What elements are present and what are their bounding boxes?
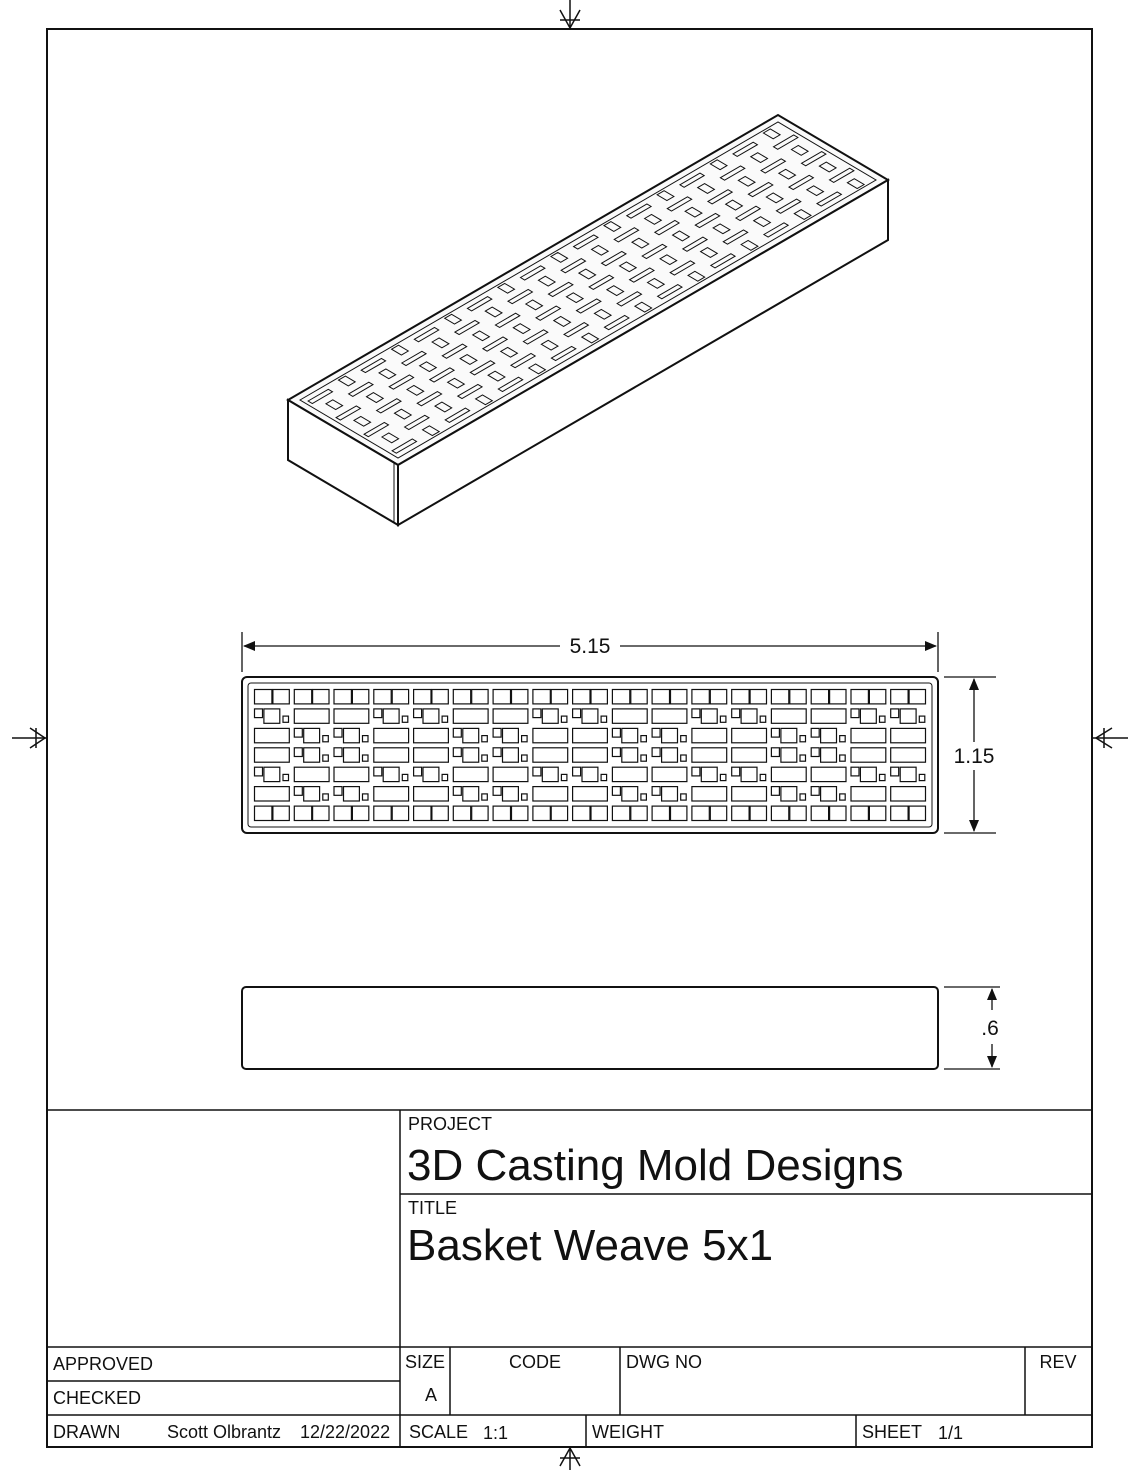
weave-bar-horizontal xyxy=(573,748,608,762)
weave-cell xyxy=(732,690,749,704)
weave-cell xyxy=(313,806,329,820)
weave-cell xyxy=(811,690,828,704)
weave-bar-horizontal xyxy=(732,748,767,762)
front-view-outline xyxy=(242,987,938,1069)
weave-cell xyxy=(692,806,709,820)
weave-cell xyxy=(323,755,329,761)
weave-bar-vertical xyxy=(542,709,558,723)
centering-mark-top xyxy=(560,0,580,30)
weave-cell xyxy=(681,794,687,800)
weave-bar-vertical xyxy=(383,767,399,781)
weave-cell xyxy=(352,690,368,704)
weave-bar-vertical xyxy=(542,767,558,781)
isometric-view xyxy=(288,115,888,525)
weave-bar-horizontal xyxy=(533,787,568,801)
weave-cell xyxy=(512,690,528,704)
weave-bar-vertical xyxy=(860,767,876,781)
weave-bar-vertical xyxy=(503,787,519,801)
weave-cell xyxy=(323,794,329,800)
size-value: A xyxy=(425,1385,438,1405)
weave-bar-vertical xyxy=(344,748,360,762)
weave-bar-vertical xyxy=(463,787,479,801)
weave-bar-vertical xyxy=(463,728,479,742)
weave-bar-horizontal xyxy=(851,748,886,762)
weave-cell xyxy=(334,787,342,796)
weave-bar-vertical xyxy=(900,709,916,723)
weave-bar-vertical xyxy=(304,748,320,762)
scale-value: 1:1 xyxy=(483,1423,509,1443)
weave-bar-vertical xyxy=(344,787,360,801)
weave-bar-vertical xyxy=(622,748,638,762)
weave-bar-horizontal xyxy=(612,767,647,781)
weave-cell xyxy=(493,748,501,757)
weave-cell xyxy=(771,787,779,796)
weave-bar-vertical xyxy=(423,709,439,723)
sheet-label: SHEET xyxy=(862,1422,923,1442)
weave-cell xyxy=(561,774,567,780)
weave-bar-vertical xyxy=(264,767,280,781)
weave-cell xyxy=(880,716,886,722)
weave-cell xyxy=(255,709,263,718)
sheet-value: 1/1 xyxy=(938,1423,964,1443)
weave-cell xyxy=(334,748,342,757)
weave-bar-horizontal xyxy=(334,767,369,781)
weave-cell xyxy=(392,690,408,704)
weave-bar-vertical xyxy=(383,709,399,723)
weave-cell xyxy=(294,806,311,820)
weave-cell xyxy=(392,806,408,820)
weave-cell xyxy=(771,748,779,757)
weave-cell xyxy=(919,774,925,780)
weave-cell xyxy=(732,709,740,718)
weave-bar-horizontal xyxy=(811,767,846,781)
weave-cell xyxy=(482,794,488,800)
weave-cell xyxy=(551,806,567,820)
weave-cell xyxy=(283,774,289,780)
weave-cell xyxy=(442,716,448,722)
weave-cell xyxy=(800,755,806,761)
weave-cell xyxy=(573,767,581,776)
weave-bar-horizontal xyxy=(573,787,608,801)
weave-cell xyxy=(909,806,925,820)
weave-bar-horizontal xyxy=(851,787,886,801)
weave-cell xyxy=(522,794,528,800)
weave-bar-vertical xyxy=(622,787,638,801)
weave-cell xyxy=(573,709,581,718)
weave-bar-horizontal xyxy=(374,787,409,801)
weave-cell xyxy=(631,690,647,704)
weave-cell xyxy=(482,755,488,761)
weave-cell xyxy=(352,806,368,820)
weave-bar-horizontal xyxy=(533,748,568,762)
weave-cell xyxy=(891,806,908,820)
weave-cell xyxy=(374,709,382,718)
approved-label: APPROVED xyxy=(53,1354,154,1374)
weave-bar-horizontal xyxy=(414,728,449,742)
weave-cell xyxy=(493,728,501,737)
weave-cell xyxy=(313,690,329,704)
weave-bar-horizontal xyxy=(414,787,449,801)
weave-bar-horizontal xyxy=(255,787,290,801)
weave-cell xyxy=(442,774,448,780)
weave-cell xyxy=(255,690,272,704)
weave-cell xyxy=(453,787,461,796)
weave-cell xyxy=(374,806,391,820)
weave-cell xyxy=(720,716,726,722)
weave-cell xyxy=(800,736,806,742)
weave-cell xyxy=(641,794,647,800)
weave-cell xyxy=(631,806,647,820)
weave-bar-horizontal xyxy=(374,728,409,742)
weave-cell xyxy=(641,736,647,742)
weave-cell xyxy=(472,690,488,704)
weave-bar-horizontal xyxy=(811,709,846,723)
weave-bar-vertical xyxy=(662,787,678,801)
weave-cell xyxy=(573,806,590,820)
weave-cell xyxy=(453,728,461,737)
weave-bar-horizontal xyxy=(891,787,926,801)
weave-cell xyxy=(760,774,766,780)
weave-bar-vertical xyxy=(463,748,479,762)
weave-cell xyxy=(790,690,806,704)
weave-cell xyxy=(493,787,501,796)
project-value: 3D Casting Mold Designs xyxy=(407,1141,904,1190)
weave-cell xyxy=(612,690,629,704)
scale-label: SCALE xyxy=(409,1422,469,1442)
weave-cell xyxy=(612,728,620,737)
weave-bar-vertical xyxy=(741,767,757,781)
checked-label: CHECKED xyxy=(53,1388,142,1408)
weave-cell xyxy=(414,709,422,718)
weave-cell xyxy=(283,716,289,722)
top-view-weave-pattern xyxy=(255,690,926,821)
weave-cell xyxy=(561,716,567,722)
weave-bar-horizontal xyxy=(732,728,767,742)
weave-cell xyxy=(334,728,342,737)
weave-bar-horizontal xyxy=(652,709,687,723)
top-view-inner-rim xyxy=(248,683,932,827)
centering-mark-left xyxy=(12,728,47,748)
weave-cell xyxy=(273,806,289,820)
weave-cell xyxy=(493,806,510,820)
weave-cell xyxy=(750,690,766,704)
weave-cell xyxy=(255,806,272,820)
weave-cell xyxy=(414,806,431,820)
weave-cell xyxy=(453,690,470,704)
weave-cell xyxy=(612,748,620,757)
weave-bar-vertical xyxy=(701,709,717,723)
size-label: SIZE xyxy=(405,1352,446,1372)
weave-cell xyxy=(830,806,846,820)
weave-cell xyxy=(363,755,369,761)
weave-cell xyxy=(334,806,351,820)
weave-bar-horizontal xyxy=(493,767,528,781)
weave-cell xyxy=(830,690,846,704)
weave-bar-horizontal xyxy=(334,709,369,723)
weave-bar-horizontal xyxy=(453,767,488,781)
title-label: TITLE xyxy=(408,1198,458,1218)
weave-cell xyxy=(533,767,541,776)
weave-bar-horizontal xyxy=(612,709,647,723)
weave-cell xyxy=(681,736,687,742)
weave-cell xyxy=(732,767,740,776)
weave-cell xyxy=(851,806,868,820)
weave-cell xyxy=(652,748,660,757)
weave-cell xyxy=(453,806,470,820)
weave-cell xyxy=(891,709,899,718)
weave-bar-horizontal xyxy=(493,709,528,723)
weave-cell xyxy=(533,690,550,704)
weave-cell xyxy=(790,806,806,820)
weave-cell xyxy=(840,755,846,761)
weave-cell xyxy=(482,736,488,742)
weave-cell xyxy=(652,690,669,704)
dimension-height-label: .6 xyxy=(981,1017,999,1040)
weave-bar-horizontal xyxy=(414,748,449,762)
weave-cell xyxy=(374,767,382,776)
weave-cell xyxy=(512,806,528,820)
dimension-length-label: 5.15 xyxy=(569,635,611,658)
weave-bar-horizontal xyxy=(573,728,608,742)
weave-cell xyxy=(909,690,925,704)
weave-cell xyxy=(432,690,448,704)
weave-cell xyxy=(851,690,868,704)
drawn-label: DRAWN xyxy=(53,1422,121,1442)
weave-bar-vertical xyxy=(344,728,360,742)
project-label: PROJECT xyxy=(408,1114,493,1134)
weave-bar-vertical xyxy=(821,748,837,762)
weave-cell xyxy=(891,690,908,704)
top-view xyxy=(242,677,938,833)
weave-cell xyxy=(363,736,369,742)
weave-cell xyxy=(374,690,391,704)
weave-bar-vertical xyxy=(662,748,678,762)
weave-cell xyxy=(771,728,779,737)
weave-cell xyxy=(692,709,700,718)
weave-cell xyxy=(641,755,647,761)
weave-bar-vertical xyxy=(622,728,638,742)
weave-cell xyxy=(414,690,431,704)
weave-bar-vertical xyxy=(423,767,439,781)
weave-cell xyxy=(334,690,351,704)
weave-cell xyxy=(771,806,788,820)
weave-cell xyxy=(493,690,510,704)
weave-cell xyxy=(601,716,607,722)
weave-cell xyxy=(851,709,859,718)
weave-cell xyxy=(612,787,620,796)
weave-cell xyxy=(811,787,819,796)
weave-cell xyxy=(750,806,766,820)
weave-cell xyxy=(811,728,819,737)
weave-bar-vertical xyxy=(821,728,837,742)
title-value: Basket Weave 5x1 xyxy=(407,1221,774,1270)
weave-bar-horizontal xyxy=(891,748,926,762)
weave-bar-vertical xyxy=(860,709,876,723)
weave-bar-vertical xyxy=(821,787,837,801)
weave-cell xyxy=(273,690,289,704)
weave-cell xyxy=(840,736,846,742)
rev-label: REV xyxy=(1039,1352,1077,1372)
weave-bar-horizontal xyxy=(255,728,290,742)
weave-cell xyxy=(591,690,607,704)
weave-cell xyxy=(533,709,541,718)
weave-bar-horizontal xyxy=(891,728,926,742)
weave-cell xyxy=(432,806,448,820)
weave-cell xyxy=(800,794,806,800)
weave-cell xyxy=(601,774,607,780)
dimension-width-label: 1.15 xyxy=(953,745,995,768)
weave-cell xyxy=(692,690,709,704)
weave-cell xyxy=(891,767,899,776)
weave-bar-vertical xyxy=(264,709,280,723)
weave-bar-vertical xyxy=(701,767,717,781)
weave-cell xyxy=(551,690,567,704)
weave-cell xyxy=(453,748,461,757)
weave-bar-vertical xyxy=(503,748,519,762)
weave-cell xyxy=(402,774,408,780)
weave-cell xyxy=(255,767,263,776)
weave-cell xyxy=(732,806,749,820)
weave-bar-vertical xyxy=(503,728,519,742)
weave-cell xyxy=(652,806,669,820)
weave-bar-vertical xyxy=(304,728,320,742)
weave-cell xyxy=(522,755,528,761)
weave-cell xyxy=(919,716,925,722)
centering-mark-right xyxy=(1092,728,1128,748)
weave-cell xyxy=(760,716,766,722)
weave-cell xyxy=(323,736,329,742)
weave-cell xyxy=(402,716,408,722)
weave-cell xyxy=(880,774,886,780)
weave-bar-horizontal xyxy=(851,728,886,742)
weave-cell xyxy=(710,690,726,704)
weave-cell xyxy=(720,774,726,780)
code-label: CODE xyxy=(508,1352,562,1372)
weave-bar-horizontal xyxy=(533,728,568,742)
weave-cell xyxy=(652,787,660,796)
weave-bar-vertical xyxy=(582,709,598,723)
weave-cell xyxy=(671,690,687,704)
weave-bar-vertical xyxy=(781,728,797,742)
weave-cell xyxy=(522,736,528,742)
weave-cell xyxy=(869,806,885,820)
weave-bar-horizontal xyxy=(652,767,687,781)
weave-cell xyxy=(294,690,311,704)
weave-cell xyxy=(811,806,828,820)
weave-bar-vertical xyxy=(741,709,757,723)
centering-mark-bottom xyxy=(560,1446,580,1470)
weight-label: WEIGHT xyxy=(592,1422,664,1442)
weave-cell xyxy=(710,806,726,820)
weave-bar-horizontal xyxy=(294,767,329,781)
weave-cell xyxy=(652,728,660,737)
weave-cell xyxy=(692,767,700,776)
weave-cell xyxy=(612,806,629,820)
weave-cell xyxy=(533,806,550,820)
weave-bar-vertical xyxy=(781,748,797,762)
weave-bar-horizontal xyxy=(374,748,409,762)
weave-bar-vertical xyxy=(662,728,678,742)
weave-cell xyxy=(363,794,369,800)
weave-cell xyxy=(414,767,422,776)
weave-cell xyxy=(294,748,302,757)
drawn-by: Scott Olbrantz xyxy=(167,1422,282,1442)
weave-bar-vertical xyxy=(582,767,598,781)
weave-bar-horizontal xyxy=(692,748,727,762)
dwg-no-label: DWG NO xyxy=(626,1352,702,1372)
weave-bar-horizontal xyxy=(732,787,767,801)
drawn-date: 12/22/2022 xyxy=(300,1422,391,1442)
weave-cell xyxy=(681,755,687,761)
weave-cell xyxy=(771,690,788,704)
weave-cell xyxy=(573,690,590,704)
weave-cell xyxy=(840,794,846,800)
weave-bar-horizontal xyxy=(692,728,727,742)
weave-cell xyxy=(294,728,302,737)
weave-bar-horizontal xyxy=(453,709,488,723)
weave-cell xyxy=(851,767,859,776)
weave-cell xyxy=(294,787,302,796)
weave-cell xyxy=(869,690,885,704)
weave-bar-horizontal xyxy=(294,709,329,723)
weave-bar-horizontal xyxy=(692,787,727,801)
weave-cell xyxy=(591,806,607,820)
weave-cell xyxy=(472,806,488,820)
weave-bar-horizontal xyxy=(771,709,806,723)
weave-bar-vertical xyxy=(781,787,797,801)
weave-cell xyxy=(671,806,687,820)
weave-bar-horizontal xyxy=(771,767,806,781)
weave-bar-horizontal xyxy=(255,748,290,762)
weave-cell xyxy=(811,748,819,757)
weave-bar-vertical xyxy=(900,767,916,781)
weave-bar-vertical xyxy=(304,787,320,801)
